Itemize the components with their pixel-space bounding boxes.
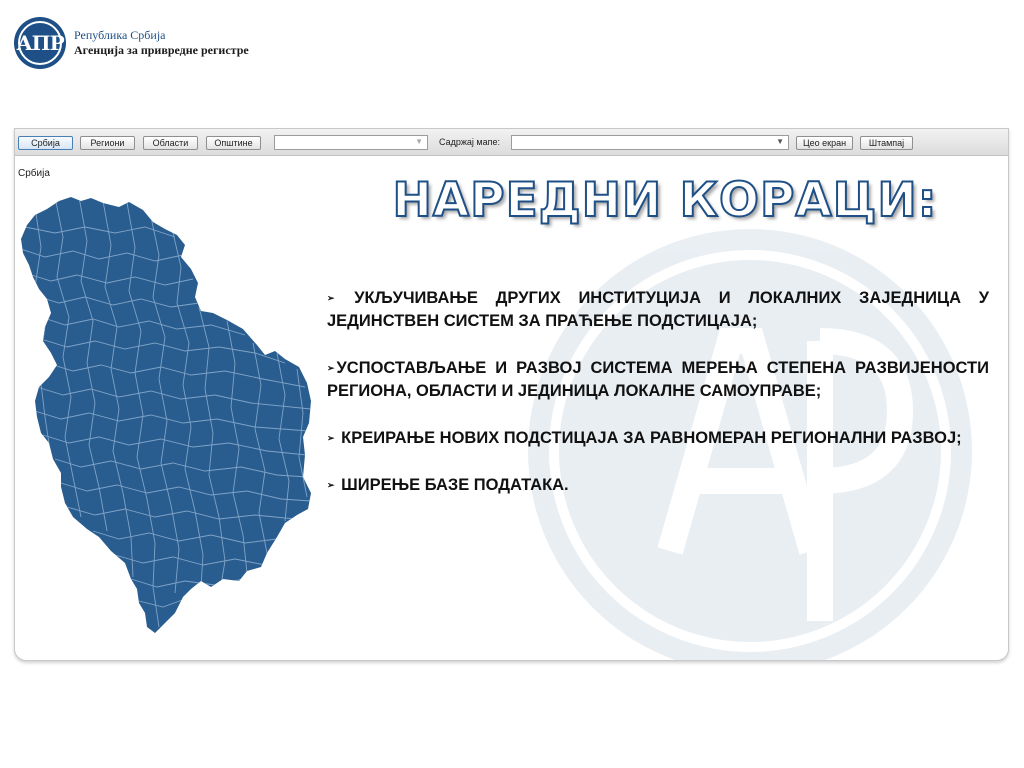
view-regions-button[interactable]: Региони xyxy=(80,136,135,150)
arrow-bullet-icon: ➢ xyxy=(327,480,335,490)
logo-letters: АПР xyxy=(16,31,64,55)
fullscreen-button[interactable]: Цео екран xyxy=(796,136,853,150)
bullet-item xyxy=(327,287,989,333)
bullet-item xyxy=(327,427,989,450)
bullet-item xyxy=(327,474,989,497)
view-municipalities-button[interactable]: Општине xyxy=(206,136,261,150)
dropdown-arrow-icon: ▼ xyxy=(776,137,784,146)
serbia-municipalities-map[interactable] xyxy=(15,187,315,637)
bullet-item xyxy=(327,357,989,403)
arrow-bullet-icon: ➢ xyxy=(327,293,335,303)
agency-name xyxy=(74,28,249,58)
map-content-label: Садржај мапе: xyxy=(439,137,500,147)
apr-logo-emblem xyxy=(14,17,66,69)
map-content-dropdown[interactable] xyxy=(511,135,789,150)
view-serbia-button[interactable]: Србија xyxy=(18,136,73,150)
arrow-bullet-icon: ➢ xyxy=(327,433,335,443)
agency-name-line1: Република Србија xyxy=(74,28,166,42)
map-caption: Србија xyxy=(18,168,50,179)
map-viewer-frame xyxy=(14,128,1009,661)
slide-title: НАРЕДНИ КОРАЦИ: xyxy=(392,173,938,228)
bullet-list xyxy=(327,287,989,521)
bullet-text: ШИРЕЊЕ БАЗЕ ПОДАТАКА. xyxy=(341,476,569,494)
arrow-bullet-icon: ➢ xyxy=(327,363,335,373)
map-toolbar xyxy=(15,129,1008,156)
bullet-text: УКЉУЧИВАЊЕ ДРУГИХ ИНСТИТУЦИЈА И ЛОКАЛНИХ ЗАЈЕДНИЦА У ЈЕДИНСТВЕН СИСТЕМ ЗА ПРАЋЕЊЕ ПОДСТИЦАЈА; xyxy=(327,289,989,330)
dropdown-arrow-icon: ▼ xyxy=(415,137,423,146)
agency-logo xyxy=(14,17,249,69)
agency-name-line2: Агенција за привредне регистре xyxy=(74,43,249,57)
bullet-text: КРЕИРАЊЕ НОВИХ ПОДСТИЦАЈА ЗА РАВНОМЕРАН РЕГИОНАЛНИ РАЗВОЈ; xyxy=(341,429,962,447)
print-button[interactable]: Штампај xyxy=(860,136,913,150)
bullet-text: УСПОСТАВЉАЊЕ И РАЗВОЈ СИСТЕМА МЕРЕЊА СТЕПЕНА РАЗВИЈЕНОСТИ РЕГИОНА, ОБЛАСТИ И ЈЕДИНИЦА ЛОКАЛНЕ САМОУПРАВЕ; xyxy=(327,359,989,400)
view-areas-button[interactable]: Области xyxy=(143,136,198,150)
filter-dropdown[interactable] xyxy=(274,135,428,150)
